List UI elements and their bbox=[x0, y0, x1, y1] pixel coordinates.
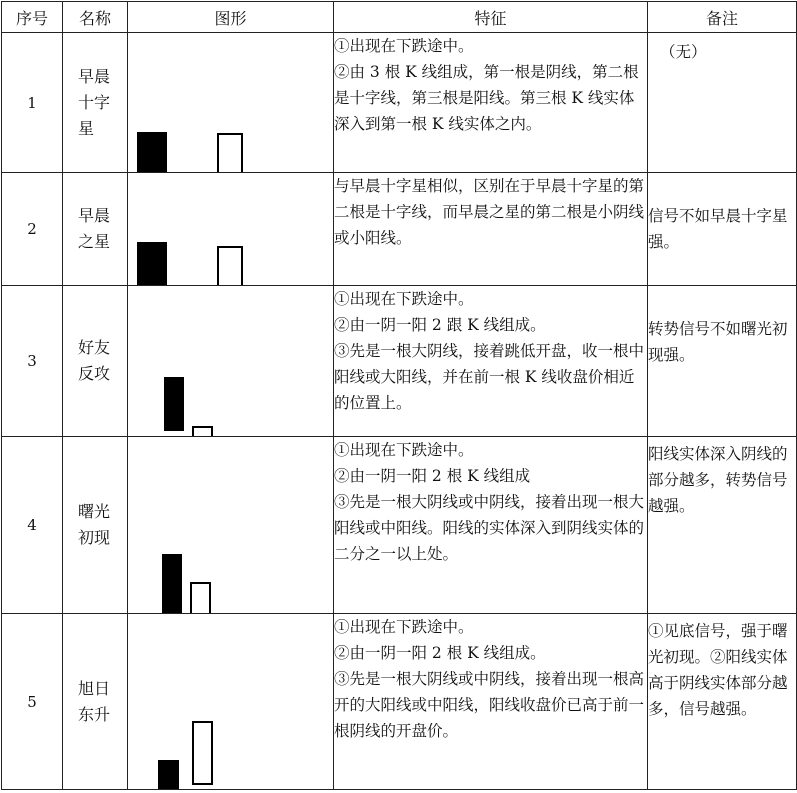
note-cell bbox=[648, 33, 797, 173]
feature-cell bbox=[334, 286, 648, 437]
header-feature: 特征 bbox=[334, 2, 648, 33]
note-cell bbox=[648, 173, 797, 286]
pattern-figure bbox=[128, 614, 334, 790]
note-cell bbox=[648, 614, 797, 790]
bearish-candle bbox=[158, 760, 179, 790]
feature-line: ②由 3 根 K 线组成，第一根是阴线，第二根是十字线，第三根是阳线。第三根 K 线实体深入到第一根 K 线实体之内。 bbox=[334, 63, 639, 133]
pattern-name-cell bbox=[63, 437, 128, 614]
candlestick-pattern-table bbox=[1, 1, 797, 790]
bearish-candle bbox=[137, 132, 167, 173]
feature-line: ③先是一根大阴线或中阴线，接着出现一根大阳线或中阳线。阳线的实体深入到阴线实体的二分之一以上处。 bbox=[334, 493, 645, 563]
pattern-name: 旭日东升 bbox=[78, 678, 111, 724]
feature-cell bbox=[334, 33, 648, 173]
note-cell bbox=[648, 286, 797, 437]
pattern-name-cell bbox=[63, 173, 128, 286]
bearish-candle bbox=[162, 554, 182, 614]
header-num: 序号 bbox=[2, 2, 63, 33]
row-number: 1 bbox=[2, 33, 63, 173]
bullish-candle bbox=[217, 133, 243, 173]
table-row bbox=[2, 286, 797, 437]
note-text: 信号不如早晨十字星强。 bbox=[648, 207, 788, 251]
header-name: 名称 bbox=[63, 2, 128, 33]
feature-line: 与早晨十字星相似，区别在于早晨十字星的第二根是十字线，而早晨之星的第二根是小阴线或小阳线。 bbox=[334, 177, 645, 247]
note-cell bbox=[648, 437, 797, 614]
pattern-name: 曙光初现 bbox=[78, 502, 111, 547]
feature-line: ①出现在下跌途中。 bbox=[334, 618, 474, 636]
feature-line: ②由一阴一阳 2 根 K 线组成 bbox=[334, 467, 531, 485]
feature-line: ②由一阴一阳 2 根 K 线组成。 bbox=[334, 644, 546, 662]
feature-line: ②由一阴一阳 2 跟 K 线组成。 bbox=[334, 316, 546, 334]
note-text: ①见底信号，强于曙光初现。②阳线实体高于阴线实体部分越多，信号越强。 bbox=[648, 622, 788, 718]
pattern-name: 早晨之星 bbox=[78, 206, 111, 251]
feature-line: ①出现在下跌途中。 bbox=[334, 290, 474, 308]
feature-line: ③先是一根大阴线或中阴线，接着出现一根高开的大阳线或中阳线，阳线收盘价已高于前一根阴线的开盘价。 bbox=[334, 670, 645, 740]
bullish-candle bbox=[192, 426, 213, 437]
bullish-candle bbox=[190, 582, 211, 614]
header-row bbox=[2, 2, 797, 33]
feature-line: ①出现在下跌途中。 bbox=[334, 37, 474, 55]
note-text: 阳线实体深入阴线的部分越多，转势信号越强。 bbox=[648, 445, 788, 515]
pattern-figure bbox=[128, 173, 334, 286]
pattern-name-cell bbox=[63, 33, 128, 173]
pattern-name-cell bbox=[63, 286, 128, 437]
pattern-name-cell bbox=[63, 614, 128, 790]
note-text: （无） bbox=[660, 43, 707, 61]
header-figure: 图形 bbox=[128, 2, 334, 33]
pattern-name: 早晨十字星 bbox=[78, 66, 111, 138]
table-row bbox=[2, 33, 797, 173]
row-number: 4 bbox=[2, 437, 63, 614]
row-number: 5 bbox=[2, 614, 63, 790]
bullish-candle bbox=[192, 721, 213, 785]
pattern-name: 好友反攻 bbox=[78, 338, 111, 383]
pattern-figure bbox=[128, 33, 334, 173]
row-number: 2 bbox=[2, 173, 63, 286]
pattern-figure bbox=[128, 437, 334, 614]
table-row bbox=[2, 173, 797, 286]
note-text: 转势信号不如曙光初现强。 bbox=[648, 320, 788, 364]
feature-cell bbox=[334, 614, 648, 790]
row-number: 3 bbox=[2, 286, 63, 437]
bearish-candle bbox=[164, 377, 184, 431]
pattern-figure bbox=[128, 286, 334, 437]
table-row bbox=[2, 614, 797, 790]
feature-line: ③先是一根大阴线，接着跳低开盘，收一根中阳线或大阳线，并在前一根 K 线收盘价相近的位置上。 bbox=[334, 342, 645, 412]
header-note: 备注 bbox=[648, 2, 797, 33]
bullish-candle bbox=[217, 246, 243, 286]
feature-line: ①出现在下跌途中。 bbox=[334, 441, 474, 459]
feature-cell bbox=[334, 173, 648, 286]
feature-cell bbox=[334, 437, 648, 614]
table-row bbox=[2, 437, 797, 614]
bearish-candle bbox=[137, 242, 167, 286]
